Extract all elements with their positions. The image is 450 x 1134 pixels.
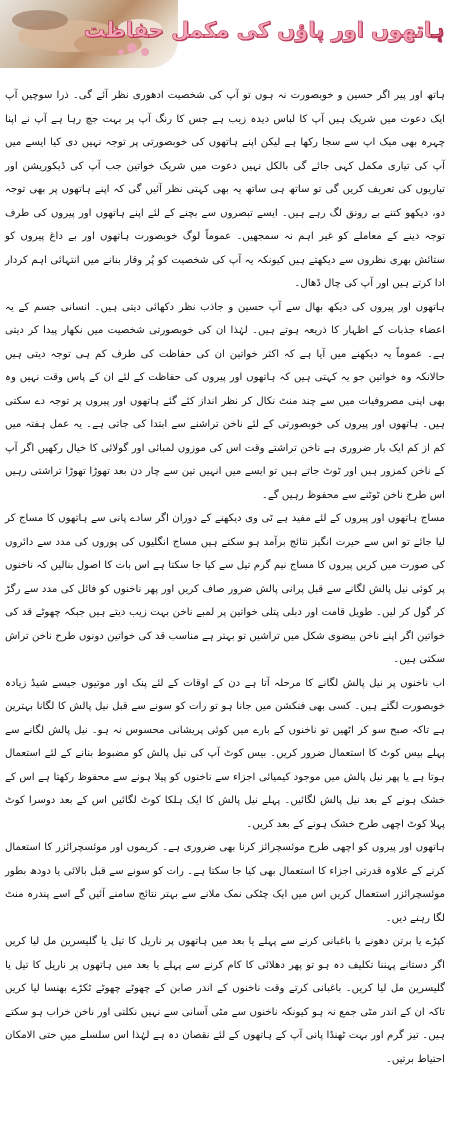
article-title: ہاتھوں اور پاؤں کی مکمل حفاظت bbox=[83, 18, 444, 42]
article-header bbox=[0, 0, 450, 70]
paragraph-5: ہاتھوں اور پیروں کو اچھی طرح موئسچرائز کرنا بھی ضروری ہے۔ کریموں اور موئسچرائزر کا استعمال کرنے کے علاوہ قدرتی اجزاء کا استعمال بھی کیا جا سکتا ہے۔ رات کو سونے سے قبل بالائی یا دودھ بطور موئسچرائزر استعمال کریں اس میں ایک چٹکی نمک ملانے سے بہتر نتائج سامنے آئیں گے اسے پندرہ منٹ لگا رہنے دیں۔ bbox=[5, 842, 445, 924]
paragraph-3: مساج ہاتھوں اور پیروں کے لئے مفید ہے ٹی وی دیکھنے کے دوران اگر سادے پانی سے ہاتھوں کا مساج کر لیا جائے تو اس سے حیرت انگیز نتائج برآمد ہو سکتے ہیں مساج انگلیوں کی پوروں کی مدد سے دائروں کی صورت میں کریں پیروں کا مساج نیم گرم تیل سے کیا جا سکتا ہے اس بات کا اصول بنالیں کہ ناخنوں پر کوئی نیل پالش لگانے سے قبل پرانی پالش ضرور صاف کریں اور پھر ناخنوں کو فائل کی مدد سے رگڑ کر گول کر لیں۔ طویل قامت اور دبلی پتلی خواتین پر لمبے ناخن بہت زیب دیتے ہیں جبکہ چھوٹے قد کی خواتین اگر اپنے ناخن بیضوی شکل میں تراشیں تو بہتر ہے مناسب قد کی خواتین دونوں طرح ناخن تراش سکتی ہیں۔ bbox=[5, 513, 445, 665]
article-body bbox=[5, 84, 445, 1071]
paragraph-2: ہاتھوں اور پیروں کی دیکھ بھال سے آپ حسین و جاذب نظر دکھائی دیتی ہیں۔ انسانی جسم کے یہ اعضاء جذبات کے اظہار کا ذریعہ ہوتے ہیں۔ لہٰذا ان کی خوبصورتی شخصیت میں نکھار پیدا کر دیتی ہے۔ عموماً یہ دیکھنے میں آیا ہے کہ اکثر خواتین ان کی حفاظت کی طرف کم ہی توجہ دیتی ہیں حالانکہ وہ خواتین جو یہ کہتی ہیں کہ ہاتھوں اور پیروں کی حفاظت کے لئے ان کے پاس وقت نہیں وہ بھی اپنی مصروفیات میں سے چند منٹ نکال کر نظر انداز کئے گئے ہاتھوں اور پیروں پر توجہ دے سکتی ہیں۔ ہاتھوں اور پیروں کی خوبصورتی کے لئے ناخن تراشنے سے ابتدا کی جاتی ہے۔ یہ عمل ہفتہ میں کم از کم ایک بار ضروری ہے ناخن تراشتے وقت اس کی موزوں لمبائی اور گولائی کا خیال رکھیں اگر آپ کے ناخن کمزور ہیں اور ٹوٹ جاتے ہیں تو ایسے میں انہیں تین سے چار دن بعد تھوڑا تھوڑا تراشتی رہیں اس طرح ناخن ٹوٹنے سے محفوظ رہیں گے۔ bbox=[5, 301, 445, 501]
paragraph-1: ہاتھ اور پیر اگر حسین و خوبصورت نہ ہوں تو آپ کی شخصیت ادھوری نظر آئے گی۔ ذرا سوچیں آپ ایک دعوت میں شریک ہیں آپ کا لباس دیدہ زیب ہے جس کا رنگ آپ پر بہت جچ رہا ہے آپ نے اپنا چہرہ بھی میک اپ سے سجا رکھا ہے لیکن اپنے ہاتھوں کی خوبصورتی پر توجہ نہیں دی کیا ایسے میں آپ کی تیاری مکمل کہی جائے گی بالکل نہیں دعوت میں شریک خواتین جب آپ کی ڈیکوریشن اور تیاریوں کی تعریف کریں گی تو ساتھ ہی ساتھ یہ بھی کہتی نظر آئیں گی کہ اپنے ہاتھوں پر بھی توجہ دو، دیکھو کتنے بے رونق لگ رہے ہیں۔ ایسے تبصروں سے بچنے کے لئے اپنے ہاتھوں اور پیروں کی طرف توجہ دینے کے معاملے کو غیر اہم نہ سمجھیں۔ عموماً لوگ خوبصورت ہاتھوں اور بے داغ پیروں کو ستائش بھری نظروں سے دیکھتے ہیں کیونکہ یہ آپ کی شخصیت کو پُر وقار بنانے میں انتہائی اہم کردار ادا کرتے ہیں اور آپ کی چال ڈھال۔ bbox=[5, 90, 445, 289]
paragraph-4: اب ناخنوں پر نیل پالش لگانے کا مرحلہ آتا ہے دن کے اوقات کے لئے پنک اور موتیوں جیسے شیڈ زیادہ خوبصورت لگتے ہیں۔ کسی بھی فنکشن میں جانا ہو تو رات کو سونے سے قبل نیل پالش کا لگانا بہترین ہے تاکہ صبح سو کر اٹھیں تو ناخنوں کے بارے میں کوئی پریشانی محسوس نہ ہو۔ نیل پالش لگانے سے پہلے بیس کوٹ کا استعمال ضرور کریں۔ بیس کوٹ آپ کی نیل پالش کو مضبوط بنانے کے لئے استعمال ہوتا ہے یا پھر نیل پالش میں موجود کیمیائی اجزاء سے ناخنوں کو پیلا ہونے سے محفوظ رکھتا ہے اس کے خشک ہونے کے بعد نیل پالش لگائیں۔ پہلے نیل پالش کا ایک ہلکا کوٹ لگائیں اس کے بعد دوسرا کوٹ پہلا کوٹ اچھی طرح خشک ہونے کے بعد کریں۔ bbox=[5, 677, 445, 830]
paragraph-6: کپڑے یا برتن دھونے یا باغبانی کرنے سے پہلے یا بعد میں ہاتھوں پر ناریل کا تیل یا گلیسرین مل لیا کریں اگر دستانے پہننا تکلیف دہ ہو تو پھر دھلائی کا کام کرنے سے پہلے یا بعد میں ہاتھوں پر ناریل کا تیل یا گلیسرین مل لیا کریں۔ باغبانی کرتے وقت ناخنوں کے اندر صابن کے چھوٹے چھوٹے ٹکڑے بھنسا لیا کریں تاکہ ان کے اندر مٹی جمع نہ ہو کیونکہ ناخنوں سے مٹی آسانی سے نہیں نکلتی اور ناخن خراب ہو سکتے ہیں۔ تیز گرم اور بہت ٹھنڈا پانی آپ کے ہاتھوں کے لئے نقصان دہ ہے لہٰذا اس سلسلے میں حتی الامکان احتیاط برتیں۔ bbox=[5, 936, 445, 1065]
